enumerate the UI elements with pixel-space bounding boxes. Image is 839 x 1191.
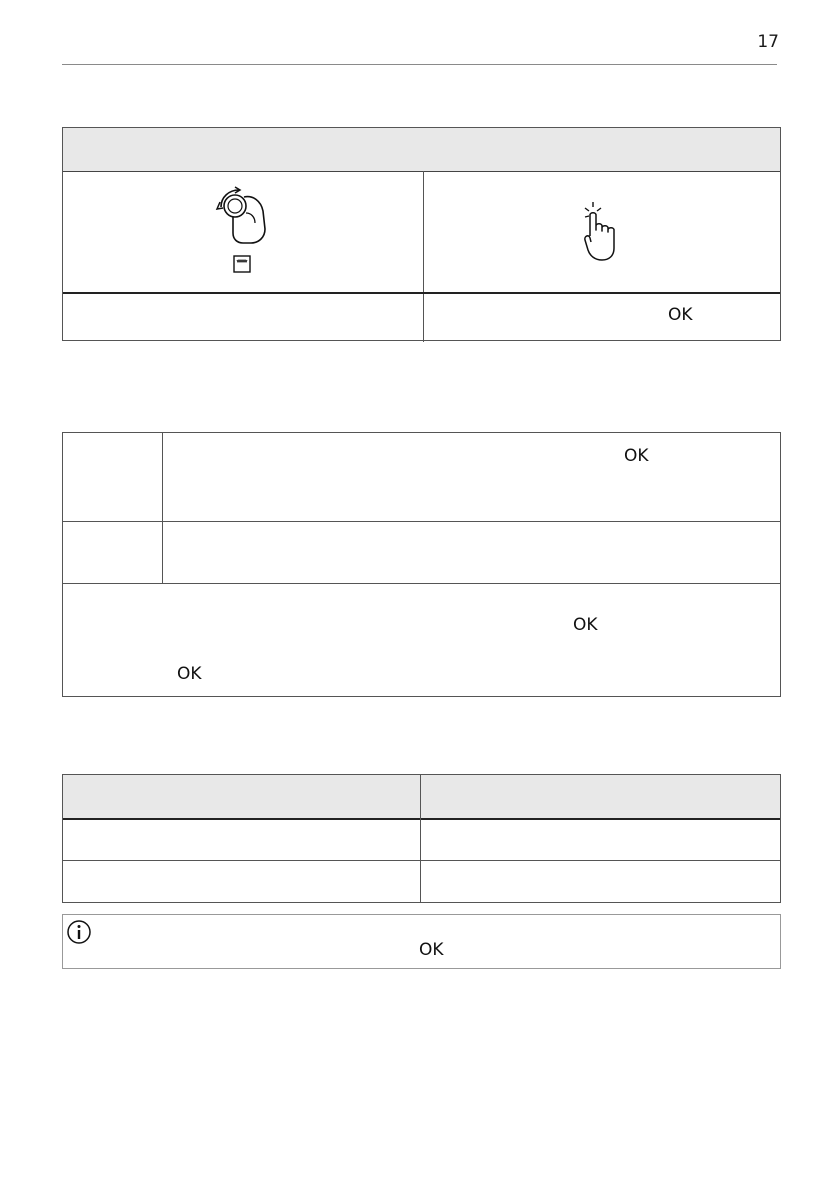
ok-label: OK (419, 940, 444, 960)
turn-press-table (62, 127, 781, 341)
page-number: 17 (757, 32, 779, 52)
steps-table (62, 432, 781, 697)
row-divider (63, 583, 780, 584)
column-divider (162, 433, 163, 583)
table-header-row (63, 775, 780, 820)
row-divider (63, 521, 780, 522)
ok-label: OK (573, 615, 598, 635)
finger-press-icon (583, 200, 623, 262)
row-divider (63, 292, 780, 294)
info-note (62, 914, 781, 969)
ok-label: OK (177, 664, 202, 684)
ok-label: OK (668, 305, 693, 325)
oven-icon (233, 255, 251, 273)
top-rule (62, 64, 777, 65)
knob-turn-icon (211, 185, 271, 247)
info-icon (66, 919, 92, 945)
ok-label: OK (624, 446, 649, 466)
column-divider (423, 171, 424, 342)
table-header-row (63, 128, 780, 172)
row-divider (63, 860, 780, 861)
settings-table (62, 774, 781, 903)
column-divider (420, 775, 421, 902)
